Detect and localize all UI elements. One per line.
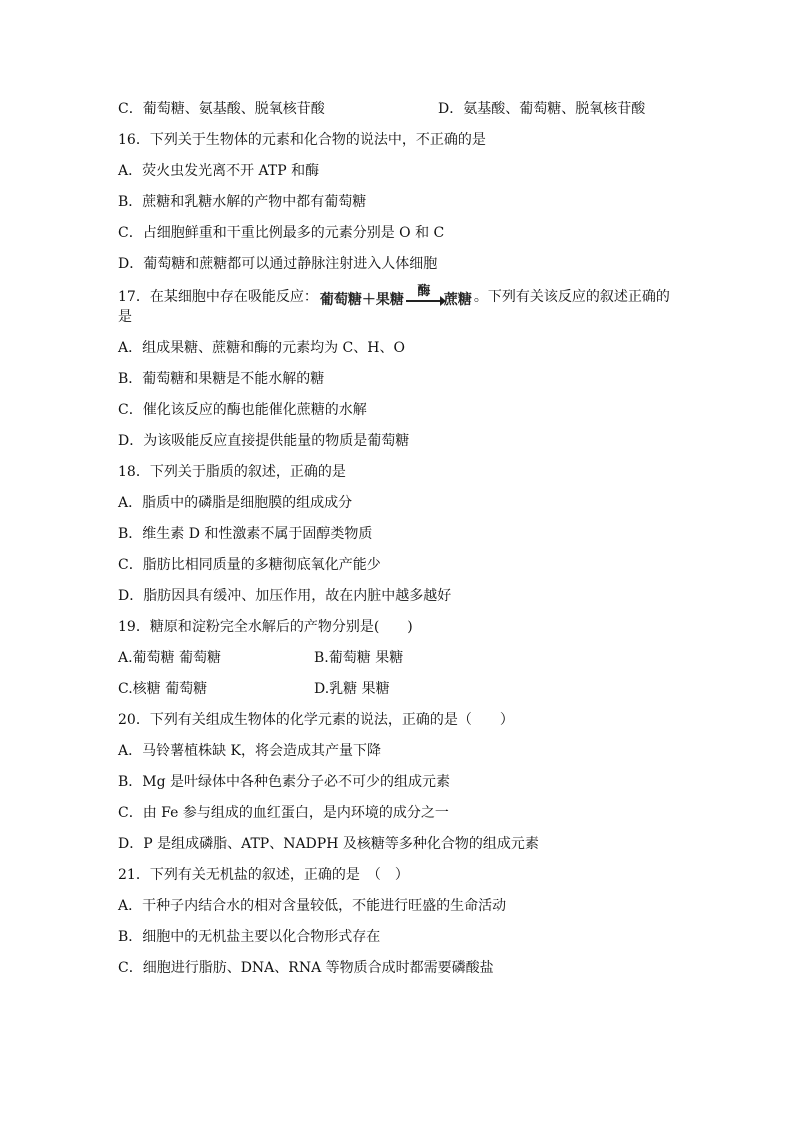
q20-option-c: C．由 Fe 参与组成的血红蛋白，是内环境的成分之一 — [118, 805, 449, 821]
q20-option-a: A．马铃薯植株缺 K，将会造成其产量下降 — [118, 743, 382, 759]
q20-option-d: D．P 是组成磷脂、ATP、NADPH 及核糖等多种化合物的组成元素 — [118, 836, 539, 852]
q21-option-a: A．干种子内结合水的相对含量较低，不能进行旺盛的生命活动 — [118, 898, 507, 914]
q17-option-a: A．组成果糖、蔗糖和酶的元素均为 C、H、O — [118, 340, 405, 356]
q16-option-a: A．荧火虫发光离不开 ATP 和酶 — [118, 163, 320, 179]
arrow-icon — [406, 300, 442, 302]
q19-option-b: B.葡萄糖 果糖 — [314, 650, 404, 666]
reaction-enzyme: 酶 — [417, 284, 431, 299]
q17-option-b: B．葡萄糖和果糖是不能水解的糖 — [118, 371, 325, 387]
q17-stem-before: 17．在某细胞中存在吸能反应： — [118, 289, 318, 305]
q16-option-c: C．占细胞鲜重和干重比例最多的元素分别是 O 和 C — [118, 225, 445, 241]
q21-option-c: C．细胞进行脂肪、DNA、RNA 等物质合成时都需要磷酸盐 — [118, 960, 494, 976]
q17-option-d: D．为该吸能反应直接提供能量的物质是葡萄糖 — [118, 433, 410, 449]
q15-option-d: D．氨基酸、葡萄糖、脱氧核苷酸 — [438, 101, 646, 117]
q17-option-c: C．催化该反应的酶也能催化蔗糖的水解 — [118, 402, 367, 418]
q16-option-d: D．葡萄糖和蔗糖都可以通过静脉注射进入人体细胞 — [118, 256, 438, 272]
q19-options-cd — [118, 680, 684, 711]
q16-stem: 16．下列关于生物体的元素和化合物的说法中，不正确的是 — [118, 132, 486, 148]
q21-option-b: B．细胞中的无机盐主要以化合物形式存在 — [118, 929, 381, 945]
q17-stem-end: 是 — [118, 309, 132, 325]
q18-option-b: B．维生素 D 和性激素不属于固醇类物质 — [118, 526, 373, 542]
reaction-arrow — [406, 285, 442, 309]
reaction-reactants: 葡萄糖＋果糖 — [319, 292, 404, 308]
q19-stem: 19．糖原和淀粉完全水解后的产物分别是( ) — [118, 619, 413, 635]
q20-option-b: B．Mg 是叶绿体中各种色素分子必不可少的组成元素 — [118, 774, 451, 790]
q17-stem — [118, 286, 684, 308]
reaction-equation — [320, 285, 472, 309]
q19-options-ab — [118, 649, 684, 680]
q18-option-a: A．脂质中的磷脂是细胞膜的组成成分 — [118, 495, 353, 511]
q15-option-c: C．葡萄糖、氨基酸、脱氧核苷酸 — [118, 101, 325, 117]
q19-option-a: A.葡萄糖 葡萄糖 — [118, 650, 222, 666]
q15-options-cd — [118, 100, 684, 131]
q18-stem: 18．下列关于脂质的叙述，正确的是 — [118, 464, 346, 480]
q17-stem-after: 。下列有关该反应的叙述正确的 — [473, 289, 670, 305]
q18-option-c: C．脂肪比相同质量的多糖彻底氧化产能少 — [118, 557, 381, 573]
q19-option-d: D.乳糖 果糖 — [314, 681, 390, 697]
q21-stem: 21．下列有关无机盐的叙述，正确的是 （ ） — [118, 867, 409, 883]
q20-stem: 20．下列有关组成生物体的化学元素的说法，正确的是（ ） — [118, 712, 514, 728]
q16-option-b: B．蔗糖和乳糖水解的产物中都有葡萄糖 — [118, 194, 367, 210]
q18-option-d: D．脂肪因具有缓冲、加压作用，故在内脏中越多越好 — [118, 588, 452, 604]
reaction-product: 蔗糖 — [443, 292, 472, 308]
q19-option-c: C.核糖 葡萄糖 — [118, 681, 208, 697]
